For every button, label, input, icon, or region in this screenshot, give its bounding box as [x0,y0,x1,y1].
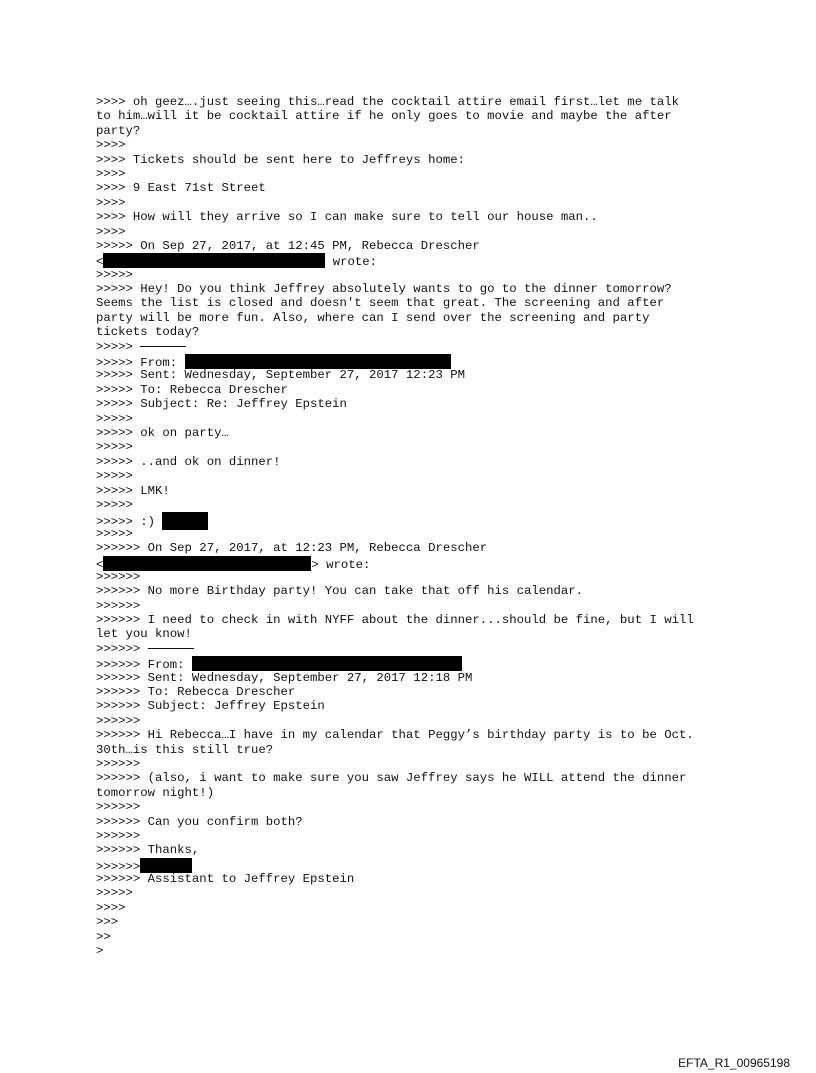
from-label: >>>>>> From: [96,658,192,673]
email-line: >>>>> [96,497,133,512]
email-line: >>>>> Subject: Re: Jeffrey Epstein [96,397,347,412]
redaction-bar [103,556,311,571]
separator-line [96,642,736,656]
email-line: >>>>>> [96,756,141,771]
email-line: >>>> oh geez….just seeing this…read the cocktail attire email first…let me talk [96,95,679,109]
from-line [96,354,736,371]
email-line: >>>>>> Can you confirm both? [96,814,303,829]
email-line: >>>> 9 East 71st Street [96,181,266,196]
email-line: >>>>> ok on party… [96,425,229,440]
email-line: > [96,944,104,959]
email-line: >>>>>> Subject: Jeffrey Epstein [96,699,325,714]
quote-prefix: >>>>>> [96,641,148,656]
email-line: >>>>> On Sep 27, 2017, at 12:45 PM, Rebecca Drescher [96,238,480,253]
redaction-bar [185,354,451,369]
email-line: >>>>>> To: Rebecca Drescher [96,685,296,700]
email-line: >> [96,929,111,944]
email-line: >>>> Tickets should be sent here to Jeffreys home: [96,152,465,167]
email-line: >>>>> Hey! Do you think Jeffrey absolutely wants to go to the dinner tomorrow? [96,282,672,297]
quote-prefix: >>>>> [96,339,141,354]
email-line: >>>>> [96,267,133,282]
quote-prefix: >>>>>> [96,859,141,874]
email-line: >>>>>> [96,713,141,728]
separator-line [96,340,736,354]
email-line: >>>>> [96,440,133,455]
email-line: >>>> [96,224,126,239]
signature-line [96,512,736,530]
email-line: >>>> How will they arrive so I can make sure to tell our house man.. [96,210,598,225]
email-line: >>>>> Sent: Wednesday, September 27, 2017 12:23 PM [96,368,465,383]
email-body [96,95,736,958]
wrote-text: > wrote: [311,557,371,572]
email-line: >>>>>> On Sep 27, 2017, at 12:23 PM, Rebecca Drescher [96,541,488,556]
email-line: >>>>>> [96,828,141,843]
wrote-text: wrote: [325,255,378,270]
email-line: >>>>> [96,469,133,484]
document-id: EFTA_R1_00965198 [678,1056,790,1070]
email-line: >>> [96,915,119,930]
redaction-bar [140,858,192,873]
email-line: >>>>> To: Rebecca Drescher [96,382,288,397]
angle-bracket: < [96,255,104,270]
from-line [96,656,736,673]
angle-bracket: < [96,557,104,572]
email-line: >>>>>> Hi Rebecca…I have in my calendar that Peggy’s birthday party is to be Oct. [96,728,694,743]
email-line: >>>>>> (also, i want to make sure you saw Jeffrey says he WILL attend the dinner [96,771,687,786]
email-line: Seems the list is closed and doesn't seem that great. The screening and after [96,296,665,311]
email-line: >>>>>> [96,598,141,613]
email-line: >>>>>> No more Birthday party! You can take that off his calendar. [96,584,584,599]
from-label: >>>>> From: [96,356,185,371]
email-line: tomorrow night!) [96,785,215,800]
email-line: >>>>>> [96,800,141,815]
email-line: >>>>> LMK! [96,483,170,498]
email-line: >>>> [96,195,126,210]
email-line: >>>>>> Assistant to Jeffrey Epstein [96,872,355,887]
email-line: >>>>> [96,411,133,426]
email-line: let you know! [96,627,192,642]
email-line: tickets today? [96,325,200,340]
email-line: 30th…is this still true? [96,742,274,757]
smiley-text: >>>>> :) [96,515,163,530]
email-address-line [96,556,736,570]
email-line: >>>>> [96,886,133,901]
horizontal-rule [148,648,194,649]
email-line: party? [96,123,141,138]
email-address-line [96,253,736,270]
email-line: party will be more fun. Also, where can I send over the screening and party [96,310,650,325]
email-line: >>>>> [96,526,133,541]
signature-name-line [96,858,736,872]
email-line: >>>> [96,900,126,915]
email-line: >>>> [96,166,126,181]
email-line: >>>>>> [96,569,141,584]
email-line: >>>> [96,138,126,153]
email-line: to him…will it be cocktail attire if he only goes to movie and maybe the after [96,109,672,124]
email-line: >>>>>> I need to check in with NYFF about the dinner...should be fine, but I will [96,613,694,628]
redaction-bar [103,253,325,268]
email-line: >>>>> ..and ok on dinner! [96,454,281,469]
redaction-bar [192,656,462,671]
email-line: >>>>>> Thanks, [96,843,200,858]
email-line: >>>>>> Sent: Wednesday, September 27, 2017 12:18 PM [96,670,473,685]
horizontal-rule [140,346,186,347]
